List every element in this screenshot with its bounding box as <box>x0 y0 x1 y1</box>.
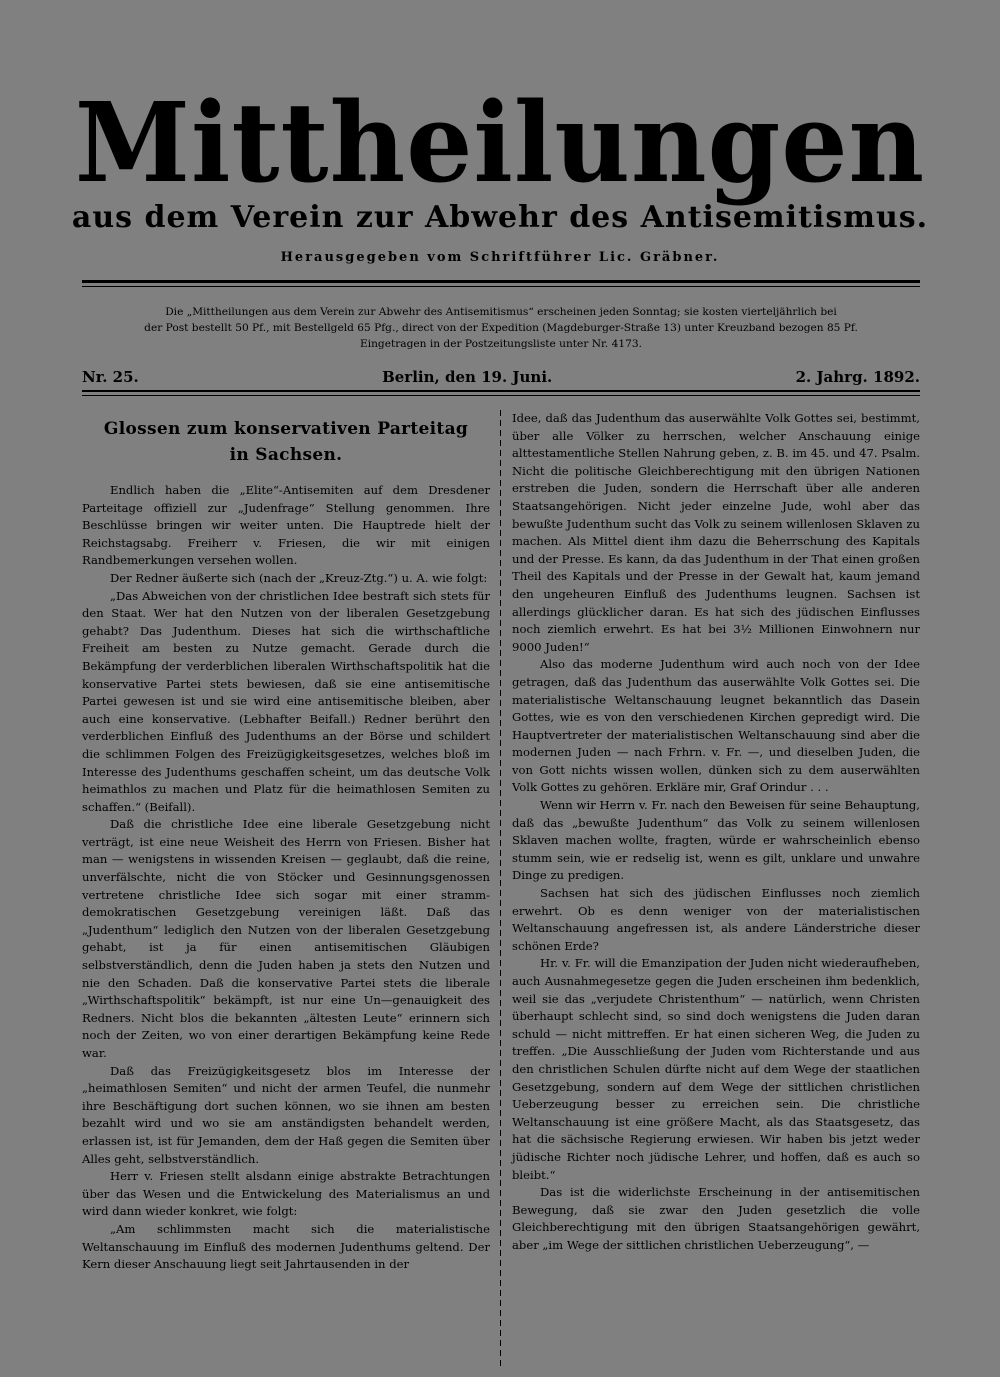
issue-place-date: Berlin, den 19. Juni. <box>382 368 553 386</box>
subscription-notice <box>88 304 914 352</box>
article-paragraph: Endlich haben die „Elite“-Antisemiten auf dem Dresdener Parteitage offiziell zur „Judenfrage“ Stellung genommen. Ihre Beschlüsse bringen wir weiter unten. Die Hauptrede hielt der Reichstagsabg. Freiherr v. Friesen, die wir mit einigen Randbemerkungen versehen wollen. <box>82 483 490 568</box>
article-paragraph: „Das Abweichen von der christlichen Idee bestraft sich stets für den Staat. Wer hat den Nutzen von der liberalen Gesetzgebung gehabt? Das Judenthum. Dieses hat sich die wirthschaftliche Freiheit am besten zu Nutze gemacht. Gerade durch die Bekämpfung der verderblichen liberalen Wirthschaftspolitik hat die konservative Partei stets bewiesen, daß sie eine antisemitische Partei gewesen ist und sie wird eine antisemitische bleiben, aber auch eine konservative. (Lebhafter Beifall.) Redner berührt den verderblichen Einfluß des Judenthums an der Börse und schildert die schlimmen Folgen des Freizügigkeitsgesetzes, welches bloß im Interesse des Judenthums geschaffen scheint, um das deutsche Volk heimathlos zu machen und Platz für die heimathlosen Semiten zu schaffen.“ (Beifall). <box>82 588 490 814</box>
right-column <box>512 410 920 1255</box>
header-rule-thin <box>82 286 920 287</box>
notice-line: Die „Mittheilungen aus dem Verein zur Abwehr des Antisemitismus“ erscheinen jeden Sonntag; sie kosten vierteljährlich bei <box>165 306 837 318</box>
header-rule-thick <box>82 280 920 283</box>
issue-volume: 2. Jahrg. 1892. <box>795 368 920 386</box>
issue-line <box>82 368 920 386</box>
article-paragraph: Daß das Freizügigkeitsgesetz blos im Interesse der „heimathlosen Semiten“ und nicht der armen Teufel, die nunmehr ihre Beschäftigung dort suchen können, wo sie ihnen am besten bezahlt wird und wo sie am anständigsten behandelt werden, erlassen ist, ist für Jemanden, dem der Haß gegen die Semiten über Alles geht, selbstverständlich. <box>82 1063 490 1166</box>
article-paragraph: Also das moderne Judenthum wird auch noch von der Idee getragen, daß das Judenthum das auserwählte Volk Gottes sei. Die materialistische Weltanschauung leugnet bekanntlich das Dasein Gottes, wie es von den verschiedenen Kirchen gepredigt wird. Die Hauptvertreter der materialistischen Weltanschauung sind aber die modernen Juden — nach Frhrn. v. Fr. —, und dieselben Juden, die von Gott nichts wissen wollen, dünken sich zu dem auserwählten Volk Gottes zu gehören. Erkläre mir, Graf Orindur . . . <box>512 657 920 795</box>
article-paragraph: Hr. v. Fr. will die Emanzipation der Juden nicht wiederaufheben, auch Ausnahmegesetze gegen die Juden erscheinen ihm bedenklich, weil sie das „verjudete Christenthum“ — natürlich, wenn Christen überhaupt schlecht sind, so sind doch wenigstens die Juden daran schuld — nicht mittreffen. Er hat einen sicheren Weg, die Juden zu treffen. „Die Ausschließung der Juden vom Richterstande und aus den christlichen Schulen dürfte nicht auf dem Wege der staatlichen Gesetzgebung, sondern auf dem Wege der sittlichen christlichen Ueberzeugung besser zu erreichen sein. Die christliche Weltanschauung ist eine größere Macht, als das Staatsgesetz, das hat die sächsische Regierung erwiesen. Wir haben bis jetzt weder jüdische Richter noch jüdische Lehrer, und hoffen, daß es auch so bleibt.“ <box>512 956 920 1182</box>
article-paragraph: Daß die christliche Idee eine liberale Gesetzgebung nicht verträgt, ist eine neue Weisheit des Herrn von Friesen. Bisher hat man — wenigstens in wissenden Kreisen — geglaubt, daß die reine, unverfälschte, nicht die von Stöcker und Gesinnungsgenossen vertretene christliche Idee sich sogar mit einer stramm-demokratischen Gesetzgebung vereinigen läßt. Daß das „Judenthum“ lediglich den Nutzen von der liberalen Gesetzgebung gehabt, ist ja für einen antisemitischen Gläubigen selbstverständlich, denn die Juden haben ja stets den Nutzen und nie den Schaden. Daß die konservative Partei stets die liberale „Wirthschaftspolitik“ bekämpft, ist nur eine Un—genauigkeit des Redners. Nicht blos die bekannten „ältesten Leute“ erinnern sich noch der Zeiten, wo von einer derartigen Bekämpfung keine Rede war. <box>82 817 490 1060</box>
article-paragraph: „Am schlimmsten macht sich die materialistische Weltanschauung im Einfluß des modernen Judenthums geltend. Der Kern dieser Anschauung liegt seit Jahrtausenden in der <box>82 1221 490 1272</box>
masthead-subtitle: aus dem Verein zur Abwehr des Antisemitismus. <box>71 200 929 235</box>
article-title: Glossen zum konservativen Parteitag in Sachsen. <box>103 419 469 465</box>
article-paragraph: Herr v. Friesen stellt alsdann einige abstrakte Betrachtungen über das Wesen und die Entwickelung des Materialismus an und wird dann wieder konkret, wie folgt: <box>82 1169 490 1219</box>
notice-line: der Post bestellt 50 Pf., mit Bestellgeld 65 Pfg., direct von der Expedition (Magdeburger-Straße 13) unter Kreuzband bezogen 85 Pf. <box>144 322 858 334</box>
masthead-editor: Herausgegeben vom Schriftführer Lic. Gräbner. <box>280 250 720 265</box>
issue-rule-thick <box>82 390 920 392</box>
article-paragraph: Sachsen hat sich des jüdischen Einflusses noch ziemlich erwehrt. Ob es denn weniger von der materialistischen Weltanschauung angefressen ist, als andere Länderstriche dieser schönen Erde? <box>512 886 920 953</box>
column-divider <box>500 410 501 1370</box>
masthead-title: Mittheilungen <box>74 77 926 208</box>
article-paragraph: Das ist die widerlichste Erscheinung in der antisemitischen Bewegung, daß sie zwar den Juden gesetzlich die volle Gleichberechtigung mit den übrigen Staatsangehörigen gewährt, aber „im Wege der sittlichen christlichen Ueberzeugung“, — <box>512 1185 920 1252</box>
article-paragraph: Idee, daß das Judenthum das auserwählte Volk Gottes sei, bestimmt, über alle Völker zu herrschen, welcher Anschauung einige alttestamentliche Stellen Nahrung geben, z. B. im 45. und 47. Psalm. Nicht die politische Gleichberechtigung mit den übrigen Nationen erstreben die Juden, sondern die Herrschaft über alle anderen Staatsangehörigen. Nicht jeder einzelne Jude, wohl aber das bewußte Judenthum sucht das Volk zu seinem willenlosen Sklaven zu machen. Als Mittel dient ihm dazu die Beherrschung des Kapitals und der Presse. Es kann, da das Judenthum in der That einen großen Theil des Kapitals und der Presse in der Gewalt hat, kaum jemand den ungeheuren Einfluß des Judenthums leugnen. Sachsen ist allerdings glücklicher daran. Es hat sich des jüdischen Einflusses noch ziemlich erwehrt. Es hat bei 3½ Millionen Einwohnern nur 9000 Juden!“ <box>512 411 920 654</box>
issue-number: Nr. 25. <box>82 368 139 386</box>
left-column <box>82 410 490 1274</box>
article-paragraph: Wenn wir Herrn v. Fr. nach den Beweisen für seine Behauptung, daß das „bewußte Judenthum“ das Volk zu seinem willenlosen Sklaven machen wollte, fragten, würde er wahrscheinlich ebenso stumm sein, wie er redselig ist, wenn es gilt, unklare und unwahre Dinge zu predigen. <box>512 798 920 883</box>
issue-rule-thin <box>82 395 920 396</box>
notice-line: Eingetragen in der Postzeitungsliste unter Nr. 4173. <box>359 338 642 350</box>
article-paragraph: Der Redner äußerte sich (nach der „Kreuz-Ztg.“) u. A. wie folgt: <box>110 570 488 585</box>
